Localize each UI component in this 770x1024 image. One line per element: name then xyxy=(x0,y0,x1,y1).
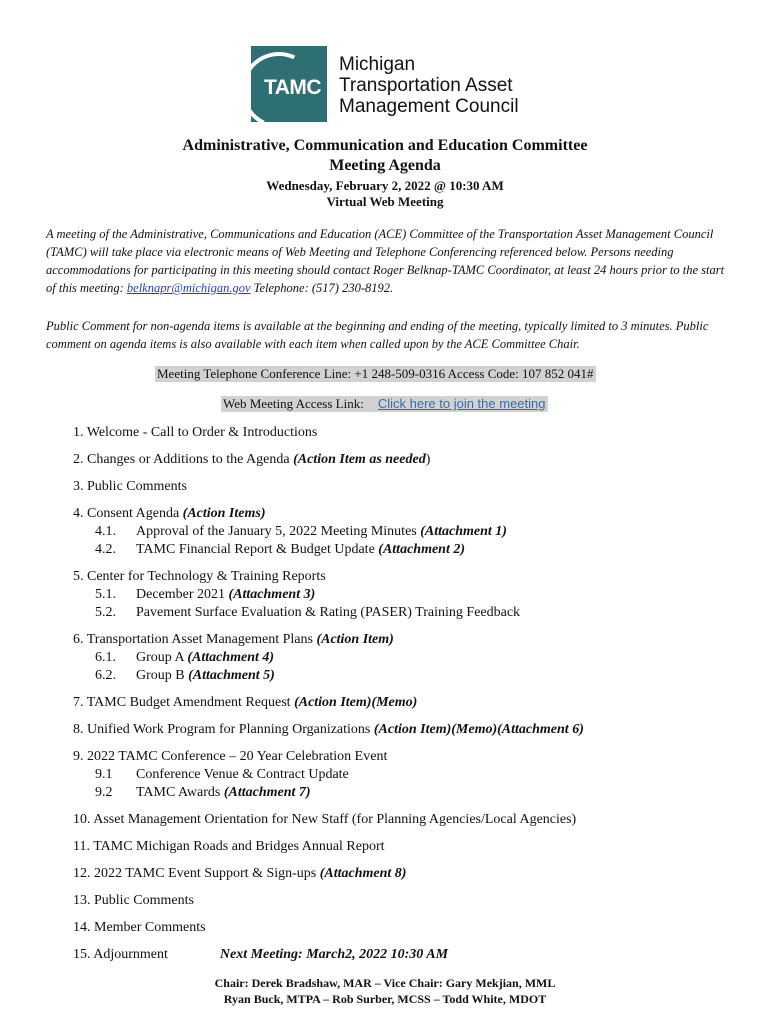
agenda-item: 9. 2022 TAMC Conference – 20 Year Celebration Event 9.1 Conference Venue & Contract Update 9.2 TAMC Awards (Attachment 7) xyxy=(73,748,753,802)
agenda-item: 2. Changes or Additions to the Agenda (Action Item as needed) xyxy=(73,452,431,467)
agenda-subitem: 6.1. Group A (Attachment 4) xyxy=(95,650,275,665)
agenda-item: 3. Public Comments xyxy=(73,479,187,494)
agenda-item: 13. Public Comments xyxy=(73,893,194,908)
join-meeting-link[interactable]: Click here to join the meeting xyxy=(377,396,546,411)
footer-members: Ryan Buck, MTPA – Rob Surber, MCSS – Todd White, MDOT xyxy=(223,992,547,1006)
agenda-subitem: 9.2 TAMC Awards (Attachment 7) xyxy=(95,785,311,800)
agenda-item: 11. TAMC Michigan Roads and Bridges Annual Report xyxy=(73,839,385,854)
tamc-logo xyxy=(251,46,521,124)
meeting-date: Wednesday, February 2, 2022 @ 10:30 AM xyxy=(266,178,504,193)
meeting-location: Virtual Web Meeting xyxy=(326,194,444,209)
intro-paragraph: A meeting of the Administrative, Communications and Education (ACE) Committee of the Transportation Asset Management Council (TAMC) will take place via electronic means of Web Meeting and Telephone Conferencing referenced below. Persons needing accommodations for participating in this meeting should contact Roger Belknap-TAMC Coordinator, at least 24 hours prior to the start of this meeting: belknapr@michigan.gov Telephone: (517) 230-8192. xyxy=(46,227,725,295)
agenda-item: 15. Adjournment Next Meeting: March2, 2022 10:30 AM xyxy=(73,947,449,962)
agenda-item: 8. Unified Work Program for Planning Organizations (Action Item)(Memo)(Attachment 6) xyxy=(73,722,584,737)
agenda-item: 10. Asset Management Orientation for New Staff (for Planning Agencies/Local Agencies) xyxy=(73,812,577,827)
committee-title: Administrative, Communication and Education Committee xyxy=(182,137,588,154)
agenda-subitem: 5.2. Pavement Surface Evaluation & Rating (PASER) Training Feedback xyxy=(95,605,521,620)
agenda-list xyxy=(73,424,753,973)
conference-line: Meeting Telephone Conference Line: +1 248-509-0316 Access Code: 107 852 041# xyxy=(157,366,594,381)
web-meeting-line: Web Meeting Access Link: Click here to join the meeting xyxy=(223,396,546,411)
agenda-subitem: 4.2. TAMC Financial Report & Budget Update (Attachment 2) xyxy=(95,542,466,557)
agenda-item: 4. Consent Agenda (Action Items) 4.1. Approval of the January 5, 2022 Meeting Minutes (Attachment 1) 4.2. TAMC Financial Report & Budget Update (Attachment 2) xyxy=(73,505,753,559)
next-meeting: Next Meeting: March2, 2022 10:30 AM xyxy=(219,947,449,962)
agenda-item: 12. 2022 TAMC Event Support & Sign-ups (Attachment 8) xyxy=(73,866,407,881)
agenda-subitem: 5.1. December 2021 (Attachment 3) xyxy=(95,587,316,602)
coordinator-email-link[interactable]: belknapr@michigan.gov xyxy=(126,281,251,295)
agenda-title: Meeting Agenda xyxy=(329,157,441,174)
agenda-item: 5. Center for Technology & Training Reports 5.1. December 2021 (Attachment 3) 5.2. Pavement Surface Evaluation & Rating (PASER) Training Feedback xyxy=(73,568,753,622)
agenda-subitem: 4.1. Approval of the January 5, 2022 Meeting Minutes (Attachment 1) xyxy=(95,524,507,539)
agenda-item: 1. Welcome - Call to Order & Introductions xyxy=(73,425,318,440)
public-comment-paragraph: Public Comment for non-agenda items is available at the beginning and ending of the meeting, typically limited to 3 minutes. Public comment on agenda items is also available with each item when called upon by the ACE Committee Chair. xyxy=(46,319,709,351)
logo-wordmark: Michigan Transportation Asset Management Council xyxy=(339,54,519,117)
agenda-subitem: 9.1 Conference Venue & Contract Update xyxy=(95,767,349,782)
footer-officers: Chair: Derek Bradshaw, MAR – Vice Chair: Gary Mekjian, MML xyxy=(214,976,556,990)
agenda-item: 7. TAMC Budget Amendment Request (Action Item)(Memo) xyxy=(73,695,418,710)
tamc-logo-mark xyxy=(251,46,327,122)
agenda-subitem: 6.2. Group B (Attachment 5) xyxy=(95,668,275,683)
agenda-item: 14. Member Comments xyxy=(73,920,206,935)
logo-abbr: TAMC xyxy=(264,76,322,99)
agenda-item: 6. Transportation Asset Management Plans (Action Item) 6.1. Group A (Attachment 4) 6.2. Group B (Attachment 5) xyxy=(73,631,753,685)
